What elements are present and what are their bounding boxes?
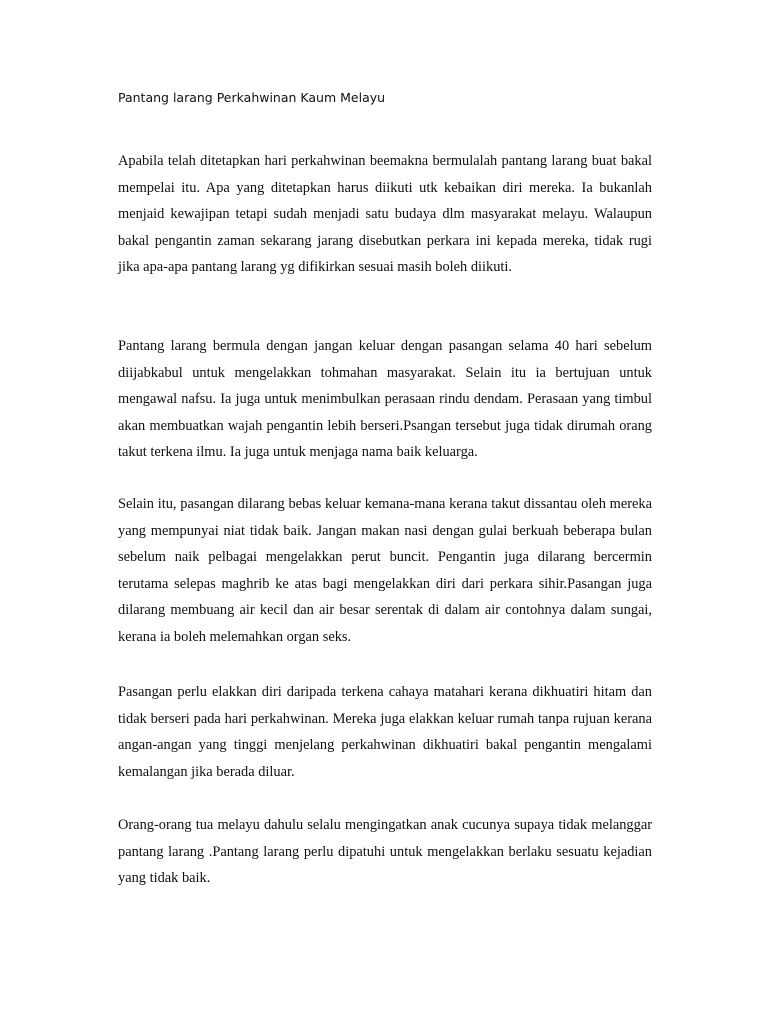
- paragraph-3: Selain itu, pasangan dilarang bebas keluar kemana-mana kerana takut dissantau oleh mereka yang mempunyai niat tidak baik. Jangan makan nasi dengan gulai berkuah beberapa bulan sebelum naik pelbagai mengelakkan perut buncit. Pengantin juga dilarang bercermin terutama selepas maghrib ke atas bagi mengelakkan diri dari perkara sihir.Pasangan juga dilarang membuang air kecil dan air besar serentak di dalam air contohnya dalam sungai, kerana ia boleh melemahkan organ seks.: [118, 496, 652, 645]
- paragraph-4: Pasangan perlu elakkan diri daripada terkena cahaya matahari kerana dikhuatiri hitam dan tidak berseri pada hari perkahwinan. Mereka juga elakkan keluar rumah tanpa rujuan kerana angan-angan yang tinggi menjelang perkahwinan dikhuatiri bakal pengantin mengalami kemalangan jika berada diluar.: [118, 684, 652, 780]
- paragraph-5: Orang-orang tua melayu dahulu selalu mengingatkan anak cucunya supaya tidak melanggar pantang larang .Pantang larang perlu dipatuhi untuk mengelakkan berlaku sesuatu kejadian yang tidak baik.: [118, 817, 652, 886]
- paragraph-2: Pantang larang bermula dengan jangan keluar dengan pasangan selama 40 hari sebelum diijabkabul untuk mengelakkan tohmahan masyarakat. Selain itu ia bertujuan untuk mengawal nafsu. Ia juga untuk menimbulkan perasaan rindu dendam. Perasaan yang timbul akan membuatkan wajah pengantin lebih berseri.Psangan tersebut juga tidak dirumah orang takut terkena ilmu. Ia juga untuk menjaga nama baik keluarga.: [118, 338, 652, 460]
- document-title: Pantang larang Perkahwinan Kaum Melayu: [118, 90, 386, 105]
- paragraph-1: Apabila telah ditetapkan hari perkahwinan beemakna bermulalah pantang larang buat bakal mempelai itu. Apa yang ditetapkan harus diikuti utk kebaikan diri mereka. Ia bukanlah menjaid kewajipan tetapi sudah menjadi satu budaya dlm masyarakat melayu. Walaupun bakal pengantin zaman sekarang jarang disebutkan perkara ini kepada mereka, tidak rugi jika apa-apa pantang larang yg difikirkan sesuai masih boleh diikuti.: [118, 153, 652, 275]
